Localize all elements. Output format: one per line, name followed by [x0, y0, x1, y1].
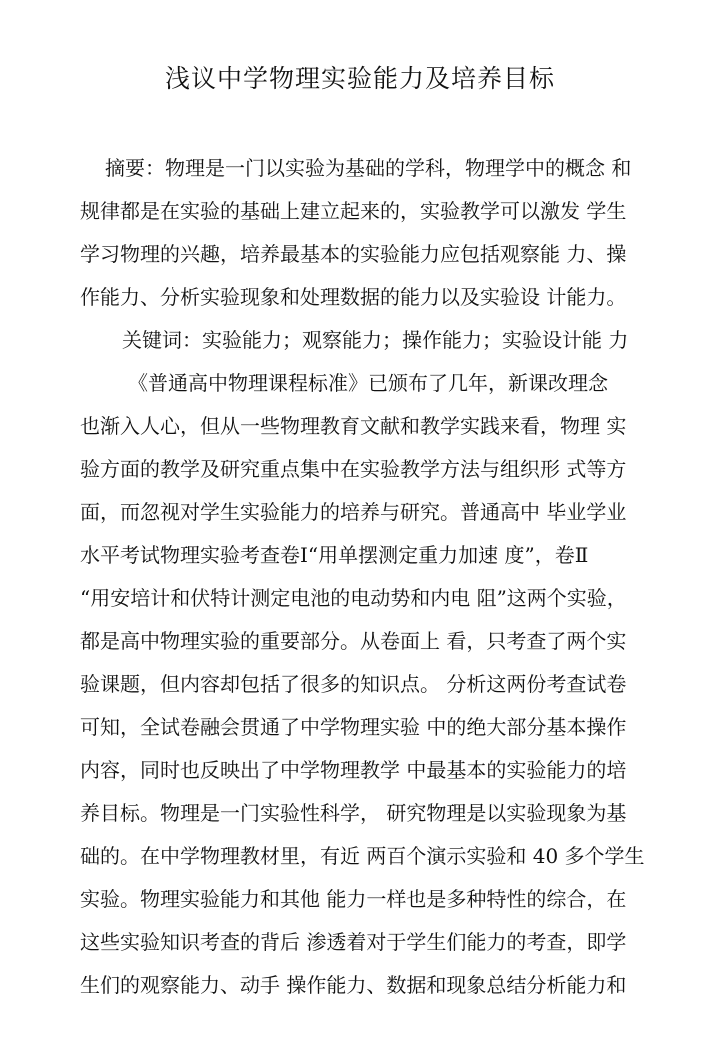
body-line-6: “用安培计和伏特计测定电池的电动势和内电 阻”这两个实验，	[80, 586, 627, 610]
body-line-12: 础的。在中学物理教材里，有近 两百个演示实验和 40 多个学生	[80, 844, 645, 868]
body-line-10: 内容，同时也反映出了中学物理教学 中最基本的实验能力的培	[80, 758, 627, 782]
body-line-5: 水平考试物理实验考查卷Ⅰ“用单摆测定重力加速 度”，卷Ⅱ	[80, 543, 589, 567]
body-line-9: 可知，全试卷融会贯通了中学物理实验 中的绝大部分基本操作	[80, 715, 627, 739]
body-line-15: 生们的观察能力、动手 操作能力、数据和现象总结分析能力和	[80, 973, 627, 997]
document-title: 浅议中学物理实验能力及培养目标	[164, 64, 555, 93]
abstract-line-3: 学习物理的兴趣，培养最基本的实验能力应包括观察能 力、操	[80, 242, 627, 266]
body-line-3: 验方面的教学及研究重点集中在实验教学方法与组织形 式等方	[80, 457, 627, 481]
body-line-11: 养目标。物理是一门实验性科学， 研究物理是以实验现象为基	[80, 801, 627, 825]
abstract-line-2: 规律都是在实验的基础上建立起来的，实验教学可以激发 学生	[80, 199, 627, 223]
body-line-1: 《普通高中物理课程标准》已颁布了几年，新课改理念	[128, 371, 608, 395]
abstract-line-4: 作能力、分析实验现象和处理数据的能力以及实验设 计能力。	[80, 285, 627, 309]
body-line-14: 这些实验知识考查的背后 渗透着对于学生们能力的考查，即学	[80, 930, 627, 954]
keywords-line: 关键词：实验能力；观察能力；操作能力；实验设计能 力	[122, 328, 629, 352]
body-line-4: 面，而忽视对学生实验能力的培养与研究。普通高中 毕业学业	[80, 500, 627, 524]
body-line-7: 都是高中物理实验的重要部分。从卷面上 看，只考查了两个实	[80, 629, 627, 653]
abstract-line-1: 摘要：物理是一门以实验为基础的学科，物理学中的概念 和	[105, 156, 632, 180]
body-line-8: 验课题，但内容却包括了很多的知识点。 分析这两份考查试卷	[80, 672, 627, 696]
body-line-13: 实验。物理实验能力和其他 能力一样也是多种特性的综合，在	[80, 887, 627, 911]
body-line-2: 也渐入人心，但从一些物理教育文献和教学实践来看，物理 实	[80, 414, 627, 438]
